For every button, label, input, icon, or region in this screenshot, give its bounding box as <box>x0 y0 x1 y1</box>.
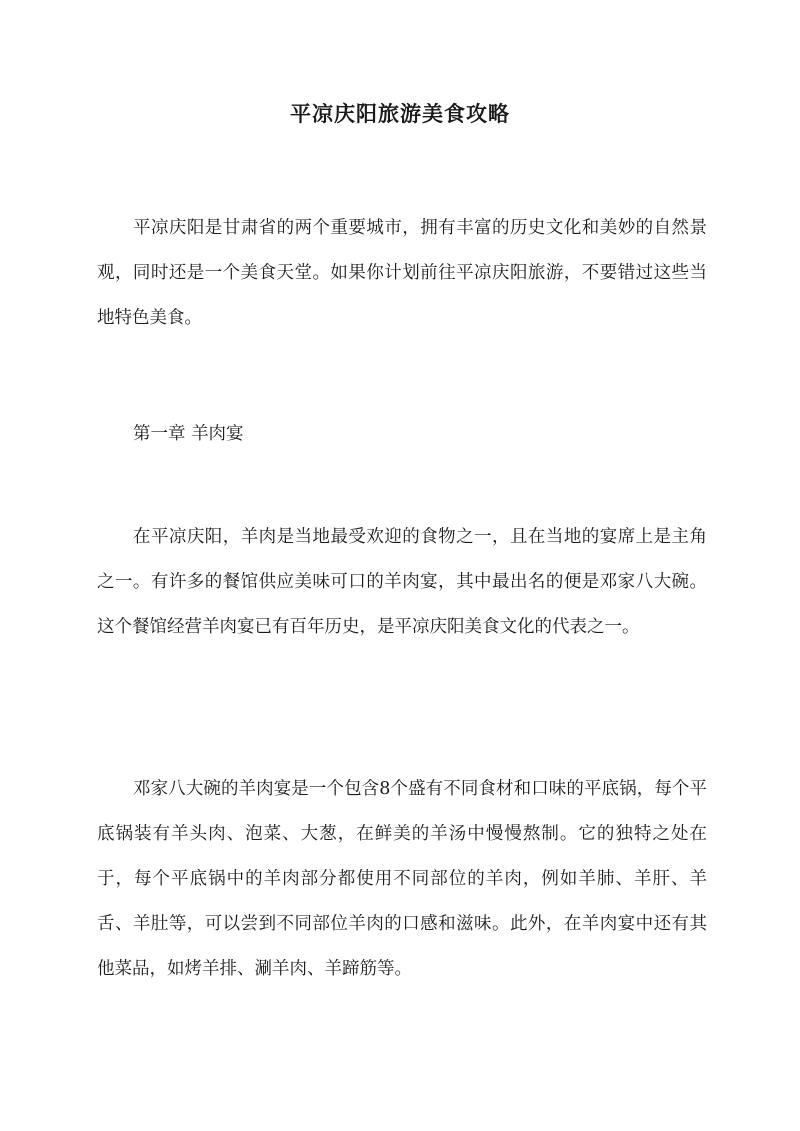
intro-paragraph: 平凉庆阳是甘肃省的两个重要城市，拥有丰富的历史文化和美妙的自然景观，同时还是一个美食天堂。如果你计划前往平凉庆阳旅游，不要错过这些当地特色美食。 <box>97 218 707 328</box>
document-title: 平凉庆阳旅游美食攻略 <box>290 101 510 126</box>
chapter-paragraph-2: 邓家八大碗的羊肉宴是一个包含8个盛有不同食材和口味的平底锅，每个平底锅装有羊头肉、泡菜、大葱，在鲜美的羊汤中慢慢熬制。它的独特之处在于，每个平底锅中的羊肉部分都使用不同部位的羊肉，例如羊肺、羊肝、羊舌、羊肚等，可以尝到不同部位羊肉的口感和滋味。此外，在羊肉宴中还有其他菜品，如烤羊排、涮羊肉、羊蹄筋等。 <box>97 779 707 979</box>
chapter-paragraph-1: 在平凉庆阳，羊肉是当地最受欢迎的食物之一，且在当地的宴席上是主角之一。有许多的餐馆供应美味可口的羊肉宴，其中最出名的便是邓家八大碗。这个餐馆经营羊肉宴已有百年历史，是平凉庆阳美食文化的代表之一。 <box>97 527 707 637</box>
chapter-heading: 第一章 羊肉宴 <box>133 424 244 444</box>
